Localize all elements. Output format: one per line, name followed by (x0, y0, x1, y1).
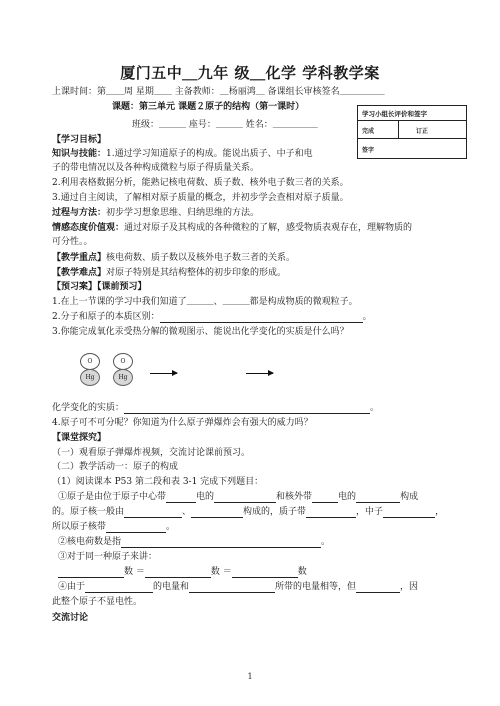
fill-text: 电的 (196, 492, 215, 502)
difficulty-text: 对原子特别是其结构整体的初步印象的形成。 (106, 268, 287, 278)
reaction-arrow-2 (246, 373, 273, 374)
answer-blank[interactable] (121, 537, 321, 548)
fill-in-line-1 (58, 491, 418, 503)
difficulty-label: 【教学难点】 (52, 268, 107, 278)
emotion-label: 情感态度价值观： (52, 223, 125, 233)
fill-in-line-3 (52, 521, 175, 533)
fill-text: ，中子 (356, 507, 384, 517)
evaluation-cell-sign: 签字 (362, 147, 375, 154)
fill-text: ， (435, 507, 445, 517)
reaction-arrow-1 (150, 373, 177, 374)
info-line: 上课时间：第＿＿周 星期＿＿ 主备教师：＿杨丽鸿＿ 备课组长审核签名＿＿＿＿＿ (52, 87, 385, 97)
essence-label: 化学变化的实质： (52, 403, 125, 413)
answer-blank[interactable] (166, 492, 196, 503)
fill-text: 。 (321, 537, 331, 547)
explore-step-2: （二）教学活动一：原子的构成 (52, 462, 179, 472)
knowledge-text: 1.通过学习知道原子的构成。能说出质子、中子和电 (106, 149, 313, 159)
fill-text: 、 (182, 507, 192, 517)
knowledge-goal-cont: 子的带电情况以及各种构成微粒与原子得质量关系。 (52, 163, 260, 173)
fill-in-line-4 (58, 536, 330, 548)
key-label: 【教学重点】 (52, 253, 107, 263)
goals-heading: 【学习目标】 (52, 135, 107, 145)
essence-end: 。 (370, 403, 380, 413)
answer-blank[interactable] (145, 567, 211, 578)
answer-blank[interactable] (85, 582, 153, 593)
answer-blank[interactable] (160, 312, 363, 323)
fill-in-line-2 (52, 506, 444, 518)
process-goal (52, 207, 259, 219)
fill-text: ①原子是由位于原子中心带 (58, 492, 167, 502)
fill-in-line-7 (58, 581, 418, 593)
fill-text: ②核电荷数是指 (58, 537, 122, 547)
lesson-topic: 课题：第三单元 课题２原子的结构（第一课时） (112, 102, 305, 112)
goal-item-3: 3.通过自主阅读，了解相对原子质量的概念，并初步学会查相对原子质量。 (52, 193, 349, 203)
teaching-difficulty (52, 267, 286, 279)
fill-text: 所以原子核带 (52, 522, 107, 532)
evaluation-cell-correct: 订正 (416, 128, 429, 135)
evaluation-box-title: 学习小组长评价和签字 (362, 110, 427, 118)
preview-question-2 (52, 311, 372, 323)
answer-blank[interactable] (232, 567, 298, 578)
fill-text: ④由于 (58, 582, 86, 592)
process-text: 初步学习想象思维、归纳思维的方法。 (106, 208, 260, 218)
fill-text: ，因 (400, 582, 419, 592)
explore-step-2-1: （1）阅读课本 P53 第二段和表 3-1 完成下列题目： (52, 477, 264, 487)
answer-blank[interactable] (124, 403, 370, 414)
fill-text: 数 (297, 567, 307, 577)
explore-heading: 【课堂探究】 (52, 433, 107, 443)
page-title: 厦门五中＿九年 级＿化学 学科教学案 (120, 64, 380, 82)
fill-text: 数 ＝ (124, 567, 145, 577)
answer-blank[interactable] (58, 567, 124, 578)
knowledge-goal (52, 148, 313, 160)
preview-question-3: 3.你能完成氧化汞受热分解的微观图示、能说出化学变化的实质是什么吗？ (52, 327, 349, 337)
fill-text: 构成的，质子带 (243, 507, 307, 517)
preview-question-2-text: 2.分子和原子的本质区别： (52, 312, 160, 322)
mercury-atom: Hg (113, 369, 133, 386)
preview-heading: 【预习案】【课前预习】 (52, 282, 147, 292)
fill-text: 和核外带 (276, 492, 313, 502)
fill-in-line-5: ③对于同一种原子来讲： (58, 552, 158, 562)
oxygen-atom: O (80, 353, 100, 370)
answer-blank[interactable] (383, 507, 435, 518)
answer-blank[interactable] (189, 582, 275, 593)
fill-text: 电的 (338, 492, 357, 502)
answer-blank[interactable] (106, 522, 166, 533)
fill-text: 数 ＝ (210, 567, 232, 577)
answer-blank[interactable] (356, 492, 400, 503)
mercury-atom: Hg (80, 369, 100, 386)
answer-blank[interactable] (356, 582, 400, 593)
knowledge-label: 知识与技能： (52, 149, 107, 159)
chemical-change-essence (52, 402, 379, 414)
fill-text: 。 (166, 522, 176, 532)
answer-blank[interactable] (306, 507, 356, 518)
page-number: 1 (247, 672, 253, 681)
preview-question-2-end: 。 (362, 312, 372, 322)
preview-question-1: 1.在上一节课的学习中我们知道了＿＿＿、＿＿＿都是构成物质的微观粒子。 (52, 297, 358, 307)
evaluation-box (357, 105, 467, 159)
process-label: 过程与方法： (52, 208, 107, 218)
answer-blank[interactable] (214, 492, 276, 503)
fill-text: 所带的电量相等，但 (275, 582, 357, 592)
key-text: 核电荷数、质子数以及核外电子数三者的关系。 (106, 253, 296, 263)
fill-text: 的电量和 (153, 582, 190, 592)
oxygen-atom: O (113, 353, 133, 370)
emotion-goal (52, 222, 412, 234)
goal-item-2: 2.利用表格数据分析，能熟记核电荷数、质子数、核外电子数三者的关系。 (52, 178, 349, 188)
student-info-line: 班级：＿＿＿ 座号：＿＿＿ 姓名：＿＿＿＿＿ (132, 120, 318, 130)
fill-text: 构成 (400, 492, 419, 502)
answer-blank[interactable] (191, 507, 243, 518)
fill-text: 的。原子核一般由 (52, 507, 125, 517)
answer-blank[interactable] (312, 492, 338, 503)
fill-in-line-6 (58, 566, 307, 578)
emotion-text: 通过对原子及其构成的各种微粒的了解，感受物质表观存在，理解物质的 (124, 223, 413, 233)
answer-blank[interactable] (124, 507, 182, 518)
teaching-key (52, 252, 295, 264)
evaluation-cell-complete: 完成 (362, 128, 375, 135)
discussion-heading: 交流讨论 (52, 613, 89, 623)
emotion-goal-cont: 可分性。。 (52, 237, 93, 247)
fill-in-line-8: 此整个原子不显电性。 (52, 597, 143, 607)
explore-step-1: （一）观看原子弹爆炸视频，交流讨论课前预习。 (52, 448, 251, 458)
preview-question-4: 4.原子可不可分呢？你知道为什么原子弹爆炸会有强大的威力吗？ (52, 418, 313, 428)
